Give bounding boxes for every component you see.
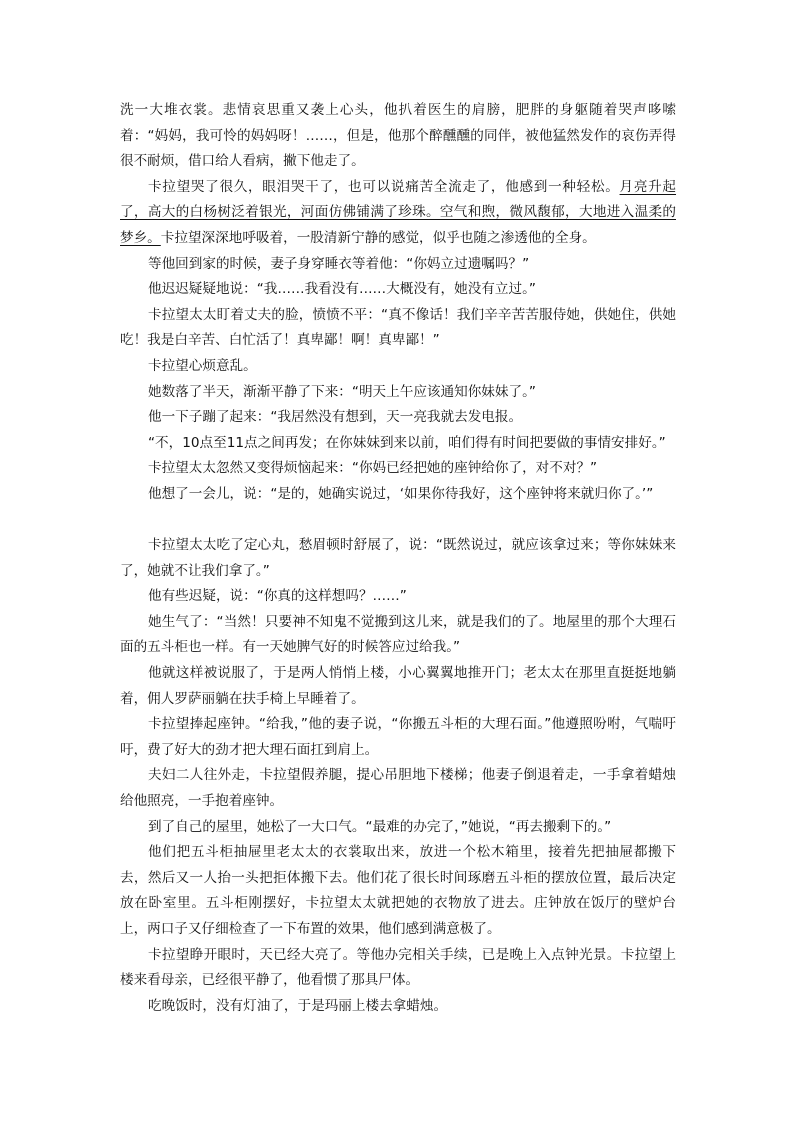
paragraph: 他想了一会儿，说：“是的，她确实说过，‘如果你待我好，这个座钟将来就归你了。’”: [148, 485, 654, 502]
paragraph: 卡拉望太太盯着丈夫的脸，愤愤不平：“真不像话！我们辛辛苦苦服侍她，供她住，供她吃！我是白辛苦、白忙活了！真卑鄙！啊！真卑鄙！”: [120, 306, 676, 349]
paragraph: 他们把五斗柜抽屉里老太太的衣裳取出来，放进一个松木箱里，接着先把抽屉都搬下去，然后又一人抬一头把拒体搬下去。他们花了很长时间琢磨五斗柜的摆放位置，最后决定放在卧室里。五斗柜刚摆好，卡拉望太太就把她的衣物放了进去。庄钟放在饭厅的壁炉台上，两口子又仔细检查了一下布置的效果，他们感到满意极了。: [120, 844, 676, 937]
paragraph: 卡拉望太太吃了定心丸，愁眉顿时舒展了，说：“既然说过，就应该拿过来；等你妹妹来了，她就不让我们拿了。”: [120, 537, 676, 579]
paragraph: 吃晚饭时，没有灯油了，于是玛丽上楼去拿蜡烛。: [148, 997, 448, 1014]
paragraph: 卡拉望睁开眼时，天已经大亮了。等他办完相关手续，已是晚上入点钟光景。卡拉望上楼来看母亲，已经很平静了，他看惯了那具尸体。: [120, 946, 676, 989]
paragraph-text: 卡拉望哭了很久，眼泪哭干了，也可以说痛苦全流走了，他感到一种轻松。: [148, 178, 620, 195]
paragraph: 她数落了半天，渐渐平静了下来：“明天上午应该通知你妹妹了。”: [148, 383, 536, 400]
paragraph: “不，10点至11点之间再发；在你妹妹到来以前，咱们得有时间把要做的事情安排好。”: [148, 434, 666, 451]
paragraph: 夫妇二人往外走，卡拉望假养腿，提心吊胆地下楼梯；他妻子倒退着走，一手拿着蜡烛给他照亮，一手抱着座钟。: [120, 767, 676, 810]
paragraph: 到了自己的屋里，她松了一大口气。“最难的办完了，”她说，“再去搬剩下的。”: [148, 818, 612, 835]
paragraph: 洗一大堆衣裳。悲情哀思重又袭上心头，他扒着医生的肩膀，肥胖的身躯随着哭声哆嗦着：“妈妈，我可怜的妈妈呀！……，但是，他那个醉醺醺的同伴，被他猛然发作的哀伤弄得很不耐烦，借口给人看病，撇下他走了。: [120, 102, 676, 170]
paragraph: 他有些迟疑，说：“你真的这样想吗？……”: [148, 588, 407, 605]
document-page: [120, 98, 676, 1019]
blank-line: [120, 508, 676, 534]
underlined-passage: 月亮升起了，高大的白杨树泛着银光，河面仿佛铺满了珍珠。空气和煦，微风馥郁，大地进入温柔的梦乡。: [120, 178, 677, 246]
paragraph: 卡拉望心烦意乱。: [148, 357, 257, 374]
paragraph: 卡拉望捧起座钟。“给我，”他的妻子说，“你搬五斗柜的大理石面。”他遵照吩咐，气喘吁吁，费了好大的劲才把大理石面扛到肩上。: [120, 716, 676, 758]
paragraph: 她生气了：“当然！只要神不知鬼不觉搬到这儿来，就是我们的了。地屋里的那个大理石面的五斗柜也一样。有一天她脾气好的时候答应过给我。”: [120, 613, 676, 656]
paragraph: 他迟迟疑疑地说：“我……我看没有……大概没有，她没有立过。”: [148, 281, 536, 298]
paragraph: 等他回到家的时候，妻子身穿睡衣等着他：“你妈立过遗嘱吗？”: [148, 255, 530, 272]
paragraph: 他就这样被说服了，于是两人悄悄上楼，小心翼翼地推开门；老太太在那里直挺挺地躺着，佣人罗萨丽躺在扶手椅上早睡着了。: [120, 665, 676, 707]
paragraph: [120, 175, 676, 252]
paragraph: 他一下子蹦了起来：“我居然没有想到，天一亮我就去发电报。: [148, 409, 523, 426]
paragraph-text: 卡拉望深深地呼吸着，一股清新宁静的感觉，似乎也随之渗透他的全身。: [160, 229, 596, 246]
paragraph: 卡拉望太太忽然又变得烦恼起来：“你妈已经把她的座钟给你了，对不对？”: [148, 460, 598, 477]
